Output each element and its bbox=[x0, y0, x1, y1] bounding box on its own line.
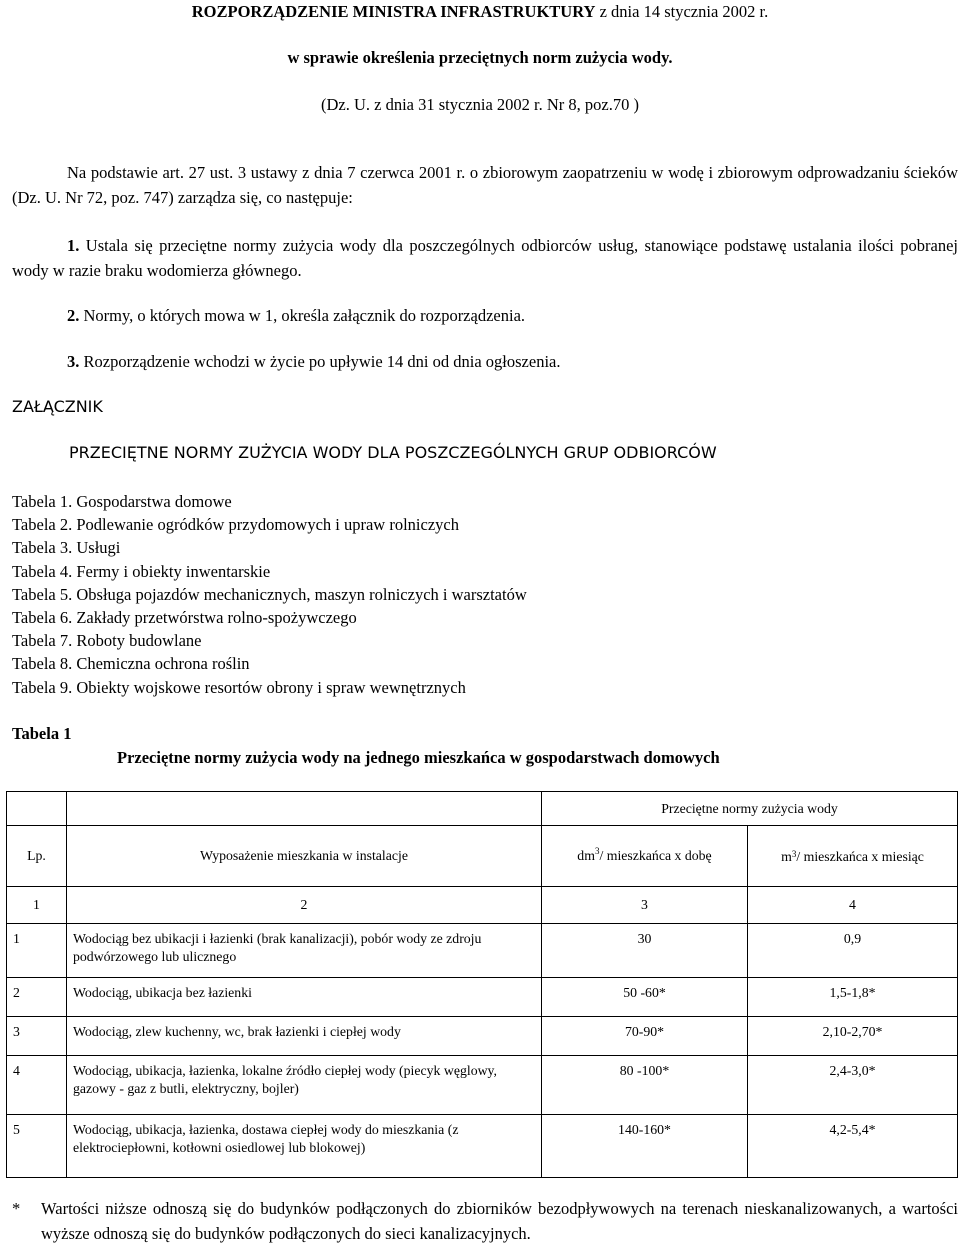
list-item: Tabela 9. Obiekty wojskowe resortów obrony i spraw wewnętrznych bbox=[12, 677, 466, 697]
list-item: Tabela 3. Usługi bbox=[12, 538, 121, 558]
list-item: Tabela 5. Obsługa pojazdów mechanicznych, maszyn rolniczych i warsztatów bbox=[12, 584, 527, 604]
list-item: Tabela 6. Zakłady przetwórstwa rolno-spożywczego bbox=[12, 608, 357, 628]
table-header-row bbox=[7, 792, 958, 826]
preamble: Na podstawie art. 27 ust. 3 ustawy z dnia 7 czerwca 2001 r. o zbiorowym zaopatrzeniu w wodę i zbiorowym odprowadzaniu ścieków (Dz. U. Nr 72, poz. 747) zarządza się, co następuje: bbox=[12, 163, 958, 207]
row-lp: 3 bbox=[7, 1017, 67, 1056]
table-row bbox=[7, 978, 958, 1017]
table-row bbox=[7, 924, 958, 978]
document-source: (Dz. U. z dnia 31 stycznia 2002 r. Nr 8, poz.70 ) bbox=[320, 95, 639, 114]
row-description: Wodociąg, ubikacja, łazienka, dostawa ciepłej wody do mieszkania (z elektrociepłowni, kotłowni osiedlowej lub blokowej) bbox=[67, 1115, 542, 1178]
water-norms-table bbox=[6, 791, 958, 1178]
row-lp: 5 bbox=[7, 1115, 67, 1178]
column-number: 3 bbox=[542, 887, 748, 924]
column-number-row bbox=[7, 887, 958, 924]
list-item: Tabela 8. Chemiczna ochrona roślin bbox=[12, 654, 250, 674]
column-number: 4 bbox=[748, 887, 958, 924]
document-subject: w sprawie określenia przeciętnych norm zużycia wody. bbox=[287, 48, 673, 67]
table-row bbox=[7, 1017, 958, 1056]
row-daily: 50 -60* bbox=[542, 978, 748, 1017]
section-text: Ustala się przeciętne normy zużycia wody dla poszczególnych odbiorców usług, stanowiące podstawę ustalania ilości pobranej wody w razie braku wodomierza głównego. bbox=[12, 236, 958, 280]
row-description: Wodociąg bez ubikacji i łazienki (brak kanalizacji), pobór wody ze zdroju podwórzowego lub ulicznego bbox=[67, 924, 542, 978]
list-item: Tabela 1. Gospodarstwa domowe bbox=[12, 492, 232, 511]
row-monthly: 0,9 bbox=[748, 924, 958, 978]
row-monthly: 1,5-1,8* bbox=[748, 978, 958, 1017]
footnote-marker: * bbox=[12, 1199, 21, 1218]
row-lp: 1 bbox=[7, 924, 67, 978]
table-row bbox=[7, 1115, 958, 1178]
row-monthly: 2,10-2,70* bbox=[748, 1017, 958, 1056]
row-daily: 140-160* bbox=[542, 1115, 748, 1178]
document-title bbox=[0, 2, 960, 22]
column-header-lp: Lp. bbox=[7, 826, 67, 887]
list-item: Tabela 7. Roboty budowlane bbox=[12, 631, 202, 651]
title-date: z dnia 14 stycznia 2002 r. bbox=[595, 2, 769, 21]
group-header: Przeciętne normy zużycia wody bbox=[542, 792, 958, 826]
list-item: Tabela 4. Fermy i obiekty inwentarskie bbox=[12, 561, 271, 581]
row-description: Wodociąg, zlew kuchenny, wc, brak łazienki i ciepłej wody bbox=[67, 1017, 542, 1056]
column-header-daily: $dm^3/$ mieszkańca x dobę bbox=[542, 826, 748, 887]
column-number: 2 bbox=[67, 887, 542, 924]
row-monthly: 2,4-3,0* bbox=[748, 1056, 958, 1115]
row-lp: 2 bbox=[7, 978, 67, 1017]
footnote-text: Wartości niższe odnoszą się do budynków podłączonych do zbiorników bezodpływowych na terenach nieskanalizowanych, a wartości wyższe odnoszą się do budynków podłączonych do sieci kanalizacyjnych. bbox=[41, 1199, 958, 1243]
row-lp: 4 bbox=[7, 1056, 67, 1115]
section-number: 1. bbox=[67, 236, 80, 255]
annex-heading: PRZECIĘTNE NORMY ZUŻYCIA WODY DLA POSZCZEGÓLNYCH GRUP ODBIORCÓW bbox=[69, 443, 717, 462]
section-number: 2. bbox=[67, 306, 80, 325]
row-monthly: 4,2-5,4* bbox=[748, 1115, 958, 1178]
row-daily: 70-90* bbox=[542, 1017, 748, 1056]
row-description: Wodociąg, ubikacja, łazienka, lokalne źródło ciepłej wody (piecyk węglowy, gazowy - gaz z butli, elektryczny, bojler) bbox=[67, 1056, 542, 1115]
row-description: Wodociąg, ubikacja bez łazienki bbox=[67, 978, 542, 1017]
section-3 bbox=[12, 349, 958, 374]
section-number: 3. bbox=[67, 352, 80, 371]
table-caption: Przeciętne normy zużycia wody na jednego mieszkańca w gospodarstwach domowych bbox=[117, 748, 720, 767]
section-text: Rozporządzenie wchodzi w życie po upływie 14 dni od dnia ogłoszenia. bbox=[79, 352, 561, 371]
column-number: 1 bbox=[7, 887, 67, 924]
section-text: Normy, o których mowa w 1, określa załącznik do rozporządzenia. bbox=[79, 306, 526, 325]
table-label: Tabela 1 bbox=[12, 724, 72, 743]
column-header-equipment: Wyposażenie mieszkania w instalacje bbox=[67, 826, 542, 887]
annex-label: ZAŁĄCZNIK bbox=[12, 397, 103, 416]
table-row bbox=[7, 1056, 958, 1115]
table-header-row bbox=[7, 826, 958, 887]
row-daily: 80 -100* bbox=[542, 1056, 748, 1115]
column-header-monthly: $m^3/$ mieszkańca x miesiąc bbox=[748, 826, 958, 887]
footnote bbox=[12, 1196, 958, 1246]
section-2 bbox=[12, 303, 958, 328]
tables-list bbox=[12, 490, 527, 699]
section-1 bbox=[12, 233, 958, 283]
title-bold: ROZPORZĄDZENIE MINISTRA INFRASTRUKTURY bbox=[191, 2, 596, 21]
list-item: Tabela 2. Podlewanie ogródków przydomowych i upraw rolniczych bbox=[12, 515, 459, 535]
row-daily: 30 bbox=[542, 924, 748, 978]
